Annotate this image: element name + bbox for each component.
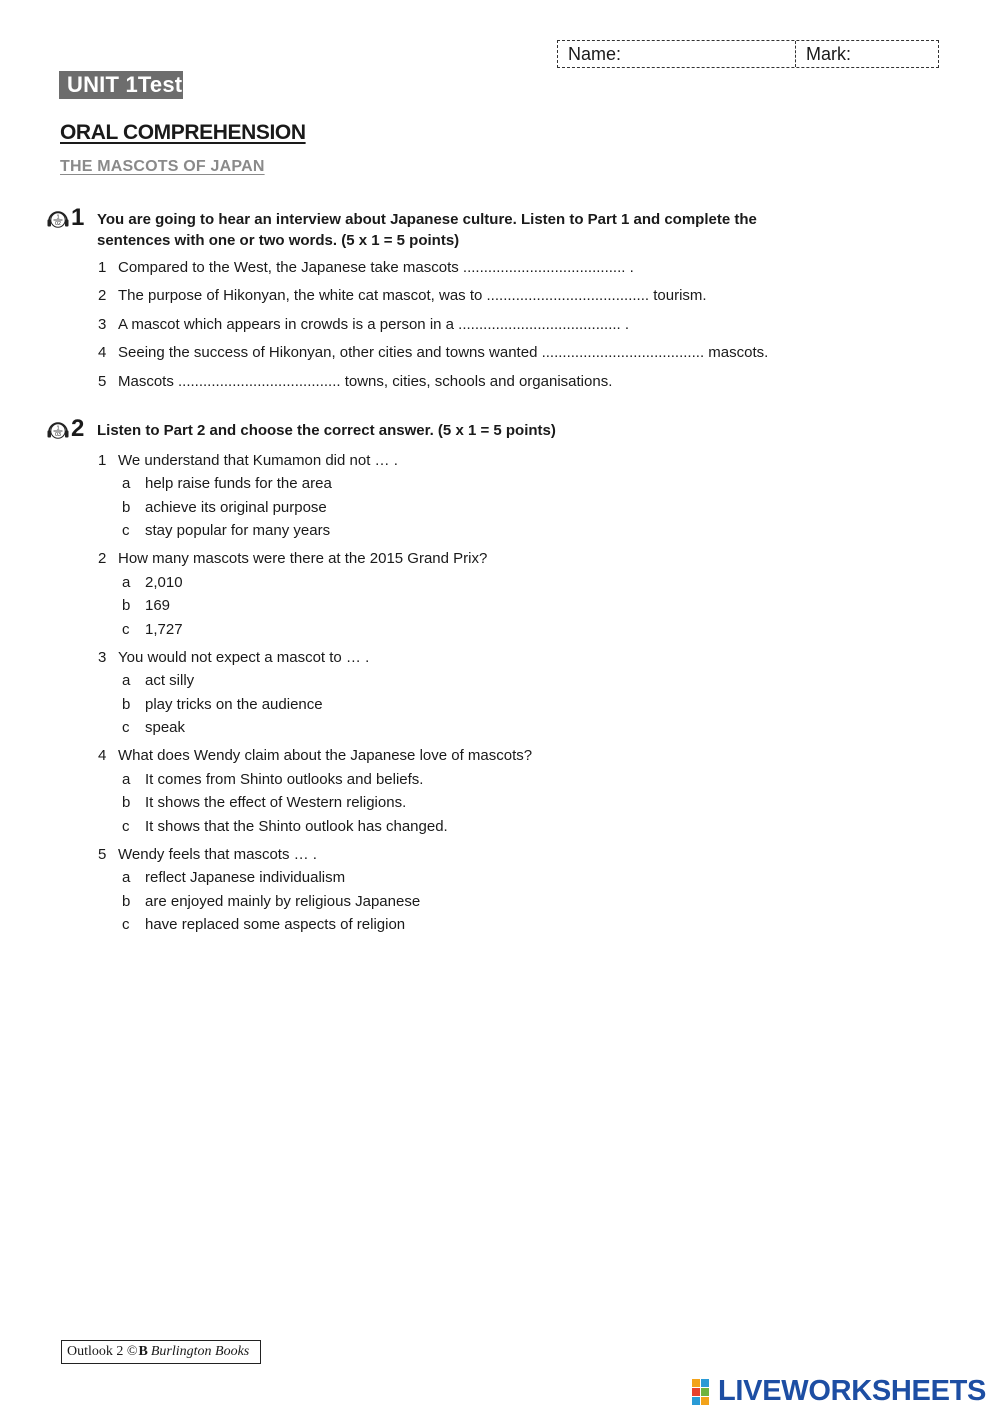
svg-text:1: 1 [56, 425, 60, 432]
question-text: Wendy feels that mascots … . [118, 846, 317, 863]
publisher-mark: B [138, 1344, 148, 1359]
gap-fill-sentence[interactable]: A mascot which appears in crowds is a person in a ....................................... . [118, 316, 630, 333]
exercise-1-instruction [97, 209, 757, 251]
question-text: We understand that Kumamon did not … . [118, 452, 398, 469]
subtitle: THE MASCOTS OF JAPAN [60, 158, 265, 175]
svg-text:03: 03 [55, 432, 61, 439]
question-text: You would not expect a mascot to … . [118, 649, 370, 666]
answer-option[interactable]: b achieve its original purpose [122, 499, 327, 516]
publisher-name: Burlington Books [150, 1344, 250, 1359]
audio-headphones-icon[interactable] [46, 417, 70, 441]
answer-option[interactable]: c have replaced some aspects of religion [122, 916, 406, 933]
section-title: ORAL COMPREHENSION [60, 121, 306, 144]
name-field[interactable] [558, 41, 796, 67]
question: 1 We understand that Kumamon did not … . [98, 452, 398, 469]
name-label: Name: [568, 43, 622, 64]
copyright-text: Outlook 2 © [67, 1344, 138, 1359]
question: 4 What does Wendy claim about the Japanese love of mascots? [98, 747, 533, 764]
list-item: 3 A mascot which appears in crowds is a person in a ....................................... . [98, 316, 630, 333]
question: 2 How many mascots were there at the 2015 Grand Prix? [98, 550, 488, 567]
answer-option[interactable]: b play tricks on the audience [122, 696, 323, 713]
answer-option[interactable]: c 1,727 [122, 621, 183, 638]
answer-option[interactable]: b 169 [122, 597, 171, 614]
answer-option[interactable]: b It shows the effect of Western religions. [122, 794, 407, 811]
svg-text:02: 02 [55, 221, 61, 228]
answer-option[interactable]: a act silly [122, 672, 195, 689]
gap-fill-sentence[interactable]: Mascots ....................................... towns, cities, schools and organisations. [118, 373, 613, 390]
answer-option[interactable]: c speak [122, 719, 186, 736]
answer-option[interactable]: a It comes from Shinto outlooks and beliefs. [122, 771, 424, 788]
name-mark-box [557, 40, 939, 68]
question: 3 You would not expect a mascot to … . [98, 649, 370, 666]
instruction-line-2: sentences with one or two words. (5 x 1 = 5 points) [97, 232, 460, 249]
audio-headphones-icon[interactable] [46, 206, 70, 230]
answer-option[interactable]: c It shows that the Shinto outlook has changed. [122, 818, 448, 835]
copyright-box [61, 1340, 261, 1364]
svg-text:1: 1 [56, 214, 60, 221]
exercise-1-header [46, 206, 757, 251]
gap-fill-sentence[interactable]: The purpose of Hikonyan, the white cat mascot, was to ....................................... tourism. [118, 287, 707, 304]
answer-option[interactable]: a reflect Japanese individualism [122, 869, 346, 886]
list-item: 5 Mascots ....................................... towns, cities, schools and organisations. [98, 373, 613, 390]
exercise-1-number: 1 [71, 204, 85, 231]
list-item: 4 Seeing the success of Hikonyan, other cities and towns wanted ....................................... mascots. [98, 344, 769, 361]
question-text: How many mascots were there at the 2015 Grand Prix? [118, 550, 488, 567]
liveworksheets-logo [692, 1375, 986, 1408]
exercise-2-instruction: Listen to Part 2 and choose the correct answer. (5 x 1 = 5 points) [97, 422, 556, 439]
answer-option[interactable]: c stay popular for many years [122, 522, 331, 539]
exercise-2-header [46, 417, 556, 441]
instruction-line-1: You are going to hear an interview about Japanese culture. Listen to Part 1 and complete the [97, 211, 757, 228]
unit-title: UNIT 1Test [59, 71, 183, 99]
liveworksheets-grid-icon [692, 1378, 718, 1406]
list-item: 1 Compared to the West, the Japanese take mascots ....................................... . [98, 259, 634, 276]
exercise-2-number: 2 [71, 415, 85, 442]
answer-option[interactable]: a 2,010 [122, 574, 183, 591]
answer-option[interactable]: a help raise funds for the area [122, 475, 332, 492]
question: 5 Wendy feels that mascots … . [98, 846, 317, 863]
gap-fill-sentence[interactable]: Compared to the West, the Japanese take mascots ....................................... . [118, 259, 634, 276]
mark-label: Mark: [806, 43, 851, 64]
liveworksheets-wordmark: LIVEWORKSHEETS [718, 1375, 987, 1407]
question-text: What does Wendy claim about the Japanese love of mascots? [118, 747, 533, 764]
list-item: 2 The purpose of Hikonyan, the white cat mascot, was to ....................................... tourism. [98, 287, 707, 304]
answer-option[interactable]: b are enjoyed mainly by religious Japanese [122, 893, 421, 910]
mark-field[interactable] [796, 41, 938, 67]
gap-fill-sentence[interactable]: Seeing the success of Hikonyan, other cities and towns wanted ....................................... mascots. [118, 344, 769, 361]
